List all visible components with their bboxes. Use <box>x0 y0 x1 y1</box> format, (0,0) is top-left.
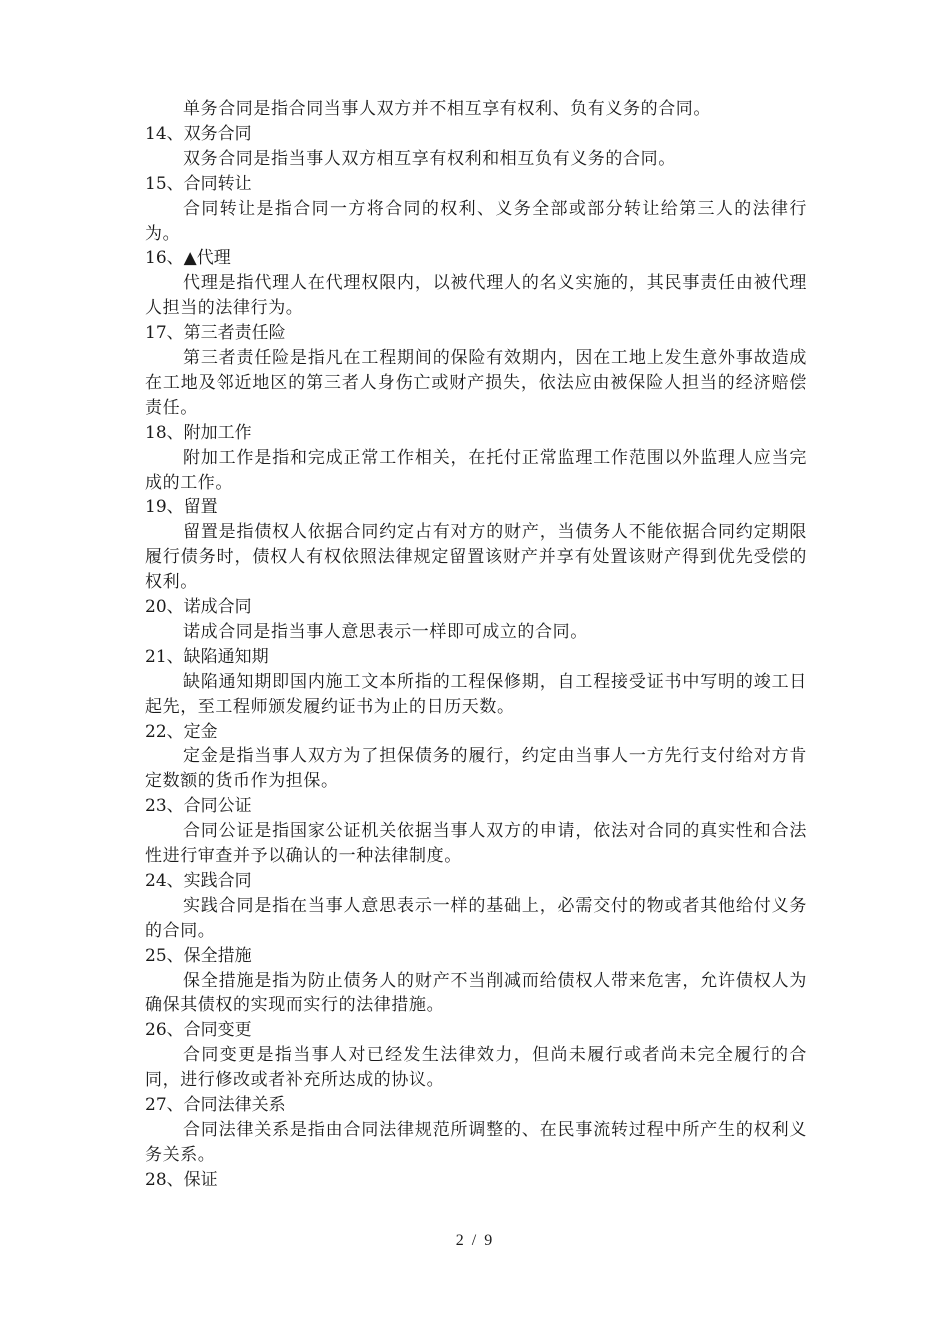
page-number: 2 / 9 <box>455 1232 495 1249</box>
term-definition: 双务合同是指当事人双方相互享有权利和相互负有义务的合同。 <box>183 148 676 169</box>
term-heading: 19、留置 <box>145 497 218 518</box>
term-definition: 定金是指当事人双方为了担保债务的履行，约定由当事人一方先行支付给对方肯定数额的货币作为担保。 <box>145 746 807 792</box>
term-heading: 23、合同公证 <box>145 796 252 817</box>
term-definition: 第三者责任险是指凡在工程期间的保险有效期内，因在工地上发生意外事故造成在工地及邻近地区的第三者人身伤亡或财产损失，依法应由被保险人担当的经济赔偿责任。 <box>145 348 807 418</box>
term-heading: 22、定金 <box>145 721 218 742</box>
term-definition: 实践合同是指在当事人意思表示一样的基础上，必需交付的物或者其他给付义务的合同。 <box>145 895 807 941</box>
term-definition: 合同变更是指当事人对已经发生法律效力，但尚未履行或者尚未完全履行的合同，进行修改或者补充所达成的协议。 <box>145 1045 807 1091</box>
term-definition: 诺成合同是指当事人意思表示一样即可成立的合同。 <box>183 621 588 642</box>
term-definition: 代理是指代理人在代理权限内，以被代理人的名义实施的，其民事责任由被代理人担当的法律行为。 <box>145 273 807 319</box>
term-definition: 合同公证是指国家公证机关依据当事人双方的申请，依法对合同的真实性和合法性进行审查并予以确认的一种法律制度。 <box>145 821 807 867</box>
term-definition: 合同法律关系是指由合同法律规范所调整的、在民事流转过程中所产生的权利义务关系。 <box>145 1119 807 1165</box>
intro-paragraph: 单务合同是指合同当事人双方并不相互享有权利、负有义务的合同。 <box>183 99 711 119</box>
term-heading: 14、双务合同 <box>145 123 252 144</box>
term-definition: 合同转让是指合同一方将合同的权利、义务全部或部分转让给第三人的法律行为。 <box>145 198 807 244</box>
term-definition: 保全措施是指为防止债务人的财产不当削减而给债权人带来危害，允许债权人为确保其债权的实现而实行的法律措施。 <box>145 970 807 1016</box>
term-heading: 24、实践合同 <box>145 870 252 891</box>
term-heading: 27、合同法律关系 <box>145 1095 286 1116</box>
term-heading: 28、保证 <box>145 1169 218 1190</box>
term-heading: 26、合同变更 <box>145 1020 252 1041</box>
term-heading: 15、合同转让 <box>145 173 252 194</box>
term-heading: 21、缺陷通知期 <box>145 646 269 667</box>
term-definition: 附加工作是指和完成正常工作相关，在托付正常监理工作范围以外监理人应当完成的工作。 <box>145 447 807 493</box>
term-heading: 17、第三者责任险 <box>145 323 286 344</box>
document-body <box>145 97 807 1193</box>
term-heading: 20、诺成合同 <box>145 597 252 618</box>
term-definition: 缺陷通知期即国内施工文本所指的工程保修期，自工程接受证书中写明的竣工日起先，至工程师颁发履约证书为止的日历天数。 <box>145 671 807 717</box>
term-heading: 18、附加工作 <box>145 422 252 443</box>
term-entries <box>145 122 807 1193</box>
term-heading: 16、▲代理 <box>145 248 231 269</box>
term-heading: 25、保全措施 <box>145 945 252 966</box>
term-definition: 留置是指债权人依据合同约定占有对方的财产，当债务人不能依据合同约定期限履行债务时，债权人有权依照法律规定留置该财产并享有处置该财产得到优先受偿的权利。 <box>145 522 807 593</box>
